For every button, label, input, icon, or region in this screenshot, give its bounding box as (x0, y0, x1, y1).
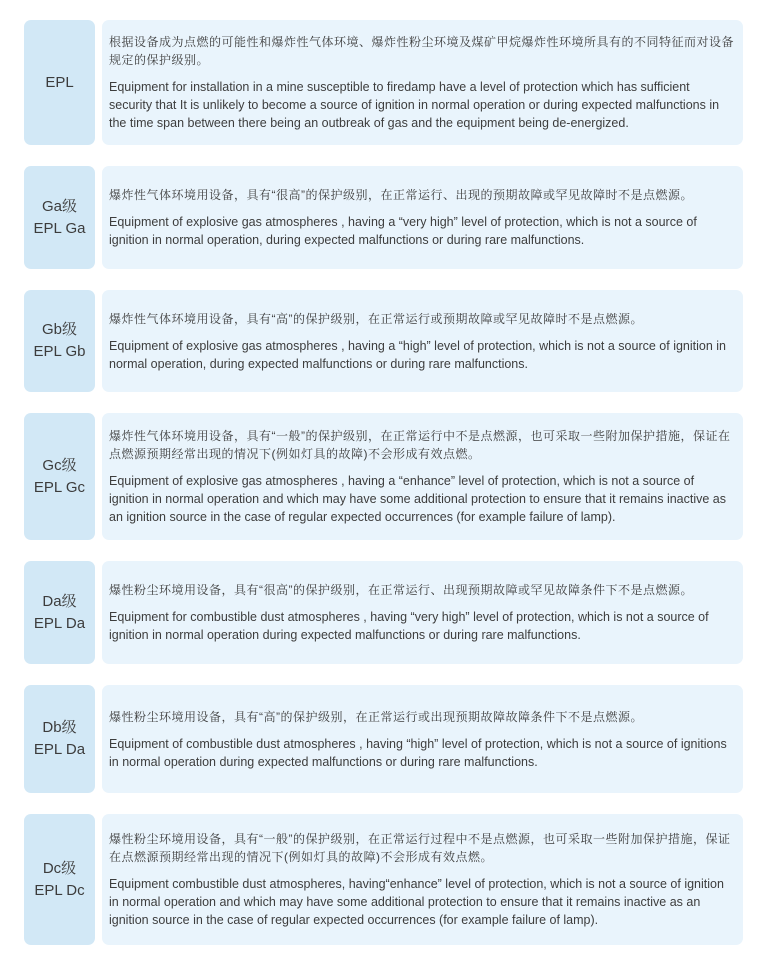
label-line1: Dc级 (42, 859, 77, 877)
label-line2: EPL Ga (33, 219, 86, 237)
label-line1: Gb级 (41, 321, 77, 338)
label-line2: EPL Da (33, 614, 86, 632)
row-epl-gb (24, 290, 743, 392)
english-description: Equipment for installation in a mine susceptible to firedamp have a level of protection which has sufficient security that It is unlikely to become a source of ignition in normal operation or during expected malfunctions in the time span between there being an outbreak of gas and the equipment being de-energized. (109, 80, 720, 130)
english-description: Equipment of explosive gas atmospheres , having a “very high” level of protection, which is not a source of ignition in normal operation, during expected malfunctions or during rare malfunctions. (109, 215, 697, 247)
row-epl-da (24, 561, 743, 664)
english-description: Equipment for combustible dust atmospheres , having “very high” level of protection, which is not a source of ignition in normal operation during expected malfunctions or during rare malfunctions. (109, 610, 709, 642)
label-line2: EPL Gb (33, 343, 86, 360)
chinese-description: 爆性粉尘环境用设备，具有“一般”的保护级别，在正常运行过程中不是点燃源，也可采取一些附加保护措施，保证在点燃源预期经常出现的情况下(例如灯具的故障)不会形成有效点燃。 (109, 832, 731, 864)
epl-da-label (24, 561, 95, 664)
epl-gb-description (102, 290, 743, 392)
epl-ga-label (24, 166, 95, 269)
epl-da-description (102, 561, 743, 664)
epl-label (24, 20, 95, 145)
row-epl-ga (24, 166, 743, 269)
row-epl-gc (24, 413, 743, 540)
label-line1: Gc级 (42, 456, 77, 474)
label-line2: EPL Dc (34, 881, 85, 899)
english-description: Equipment of explosive gas atmospheres , having a “high” level of protection, which is not a source of ignition in normal operation, during expected malfunctions or during rare malfunctions. (109, 338, 727, 371)
english-description: Equipment combustible dust atmospheres, having“enhance” level of protection, which is not a source of ignition in normal operation and which may have some additional protection to ensure that it remains inactive as an ignition source in the case of regular expected occurrences (for example failure of lamp). (109, 877, 724, 927)
epl-db-label (24, 685, 95, 793)
epl-gb-label (24, 290, 95, 392)
label-line1: Da级 (42, 592, 77, 610)
english-description: Equipment of explosive gas atmospheres , having a “enhance” level of protection, which is not a source of ignition in normal operation and which may have some additional protection to ensure that it remains inactive as an ignition source in the case of regular expected occurrences (for example failure of lamp). (109, 474, 727, 524)
epl-gc-label (24, 413, 95, 540)
chinese-description: 爆炸性气体环境用设备，具有“很高”的保护级别，在正常运行、出现的预期故障或罕见故障时不是点燃源。 (109, 188, 693, 202)
label-line1: Ga级 (41, 197, 77, 215)
chinese-description: 爆性粉尘环境用设备，具有“高”的保护级别，在正常运行或出现预期故障故障条件下不是点燃源。 (109, 709, 643, 724)
chinese-description: 爆炸性气体环境用设备，具有“一般”的保护级别，在正常运行中不是点燃源，也可采取一些附加保护措施，保证在点燃源预期经常出现的情况下(例如灯具的故障)不会形成有效点燃。 (109, 429, 731, 461)
row-epl-dc (24, 814, 743, 945)
label-line1: EPL (45, 73, 74, 91)
row-epl-db (24, 685, 743, 793)
epl-gc-description (102, 413, 743, 540)
epl-description (102, 20, 743, 145)
label-line1: Db级 (42, 719, 77, 736)
chinese-description: 爆性粉尘环境用设备，具有“很高”的保护级别，在正常运行、出现预期故障或罕见故障条件下不是点燃源。 (109, 583, 693, 597)
epl-db-description (102, 685, 743, 793)
label-line2: EPL Gc (33, 478, 86, 496)
epl-ga-description (102, 166, 743, 269)
english-description: Equipment of combustible dust atmospheres , having “high” level of protection, which is not a source of ignitions in normal operation during expected malfunctions or during rare malfunctions. (109, 736, 727, 769)
chinese-description: 爆炸性气体环境用设备，具有“高”的保护级别，在正常运行或预期故障或罕见故障时不是点燃源。 (109, 311, 643, 326)
row-epl (24, 20, 743, 145)
chinese-description: 根据设备成为点燃的可能性和爆炸性气体环境、爆炸性粉尘环境及煤矿甲烷爆炸性环境所具有的不同特征而对设备规定的保护级别。 (109, 35, 735, 67)
epl-dc-label (24, 814, 95, 945)
label-line2: EPL Da (33, 741, 86, 758)
epl-dc-description (102, 814, 743, 945)
